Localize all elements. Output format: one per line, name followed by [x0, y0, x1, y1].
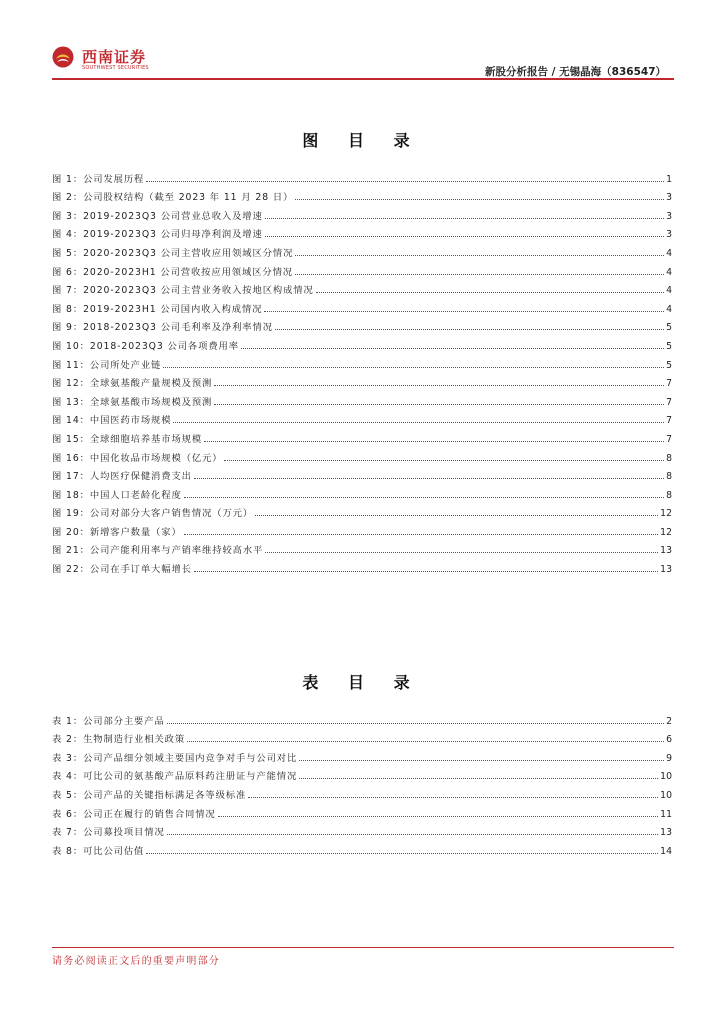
figure-entry-label: 图 13：全球氨基酸市场规模及预测: [52, 396, 213, 408]
figure-entry-page-number: 13: [660, 564, 672, 576]
figure-entry-label: 图 19：公司对部分大客户销售情况（万元）: [52, 508, 254, 520]
dot-leader: [295, 254, 664, 256]
dot-leader: [295, 273, 664, 275]
figure-entry-label: 图 11：公司所处产业链: [52, 359, 162, 371]
table-list-title: 表 目 录: [302, 673, 422, 692]
figure-entry[interactable]: [52, 482, 672, 501]
table-entry[interactable]: [52, 745, 672, 764]
figure-entry[interactable]: [52, 538, 672, 557]
table-entry-page-number: 9: [666, 752, 672, 764]
figure-entry-label: 图 9：2018-2023Q3 公司毛利率及净利率情况: [52, 322, 273, 334]
figure-entry[interactable]: [52, 426, 672, 445]
dot-leader: [146, 180, 664, 182]
dot-leader: [204, 440, 664, 442]
dot-leader: [194, 570, 658, 572]
figure-entry[interactable]: [52, 501, 672, 520]
figure-entry-page-number: 8: [666, 452, 672, 464]
logo-mark-icon: [52, 46, 74, 68]
figure-entry-label: 图 3：2019-2023Q3 公司营业总收入及增速: [52, 210, 263, 222]
dot-leader: [173, 421, 664, 423]
figure-entry-label: 图 4：2019-2023Q3 公司归母净利润及增速: [52, 229, 263, 241]
figure-entry[interactable]: [52, 333, 672, 352]
table-entry-page-number: 11: [660, 808, 672, 820]
figure-entry-label: 图 15：全球细胞培养基市场规模: [52, 433, 203, 445]
page-header: [52, 40, 674, 80]
table-entry-label: 表 5：公司产品的关键指标满足各等级标准: [52, 789, 247, 801]
figure-entry[interactable]: [52, 185, 672, 204]
table-entry[interactable]: [52, 708, 672, 727]
figure-entry-page-number: 12: [660, 508, 672, 520]
table-entry[interactable]: [52, 820, 672, 839]
figure-list: [52, 166, 672, 575]
figure-entry-label: 图 8：2019-2023H1 公司国内收入构成情况: [52, 303, 263, 315]
footer-disclaimer: 请务必阅读正文后的重要声明部分: [52, 956, 220, 967]
footer-divider: [52, 947, 674, 948]
figure-entry[interactable]: [52, 352, 672, 371]
figure-entry-label: 图 16：中国化妆品市场规模（亿元）: [52, 452, 223, 464]
figure-entry-page-number: 4: [666, 285, 672, 297]
dot-leader: [224, 459, 664, 461]
figure-entry-page-number: 7: [666, 415, 672, 427]
table-entry-page-number: 14: [660, 845, 672, 857]
figure-entry[interactable]: [52, 556, 672, 575]
figure-entry-page-number: 8: [666, 471, 672, 483]
figure-entry-label: 图 18：中国人口老龄化程度: [52, 489, 182, 501]
figure-entry[interactable]: [52, 240, 672, 259]
figure-entry-page-number: 7: [666, 396, 672, 408]
figure-entry-page-number: 7: [666, 433, 672, 445]
dot-leader: [299, 777, 658, 779]
figure-entry-page-number: 8: [666, 489, 672, 501]
logo-chinese-name: 西南证券: [82, 48, 147, 66]
figure-entry[interactable]: [52, 408, 672, 427]
table-entry[interactable]: [52, 764, 672, 783]
dot-leader: [299, 759, 664, 761]
figure-entry-label: 图 22：公司在手订单大幅增长: [52, 564, 192, 576]
figure-entry-page-number: 7: [666, 378, 672, 390]
dot-leader: [184, 496, 664, 498]
figure-entry-page-number: 5: [666, 359, 672, 371]
figure-entry[interactable]: [52, 259, 672, 278]
dot-leader: [167, 722, 664, 724]
figure-entry-label: 图 1：公司发展历程: [52, 173, 145, 185]
table-entry[interactable]: [52, 838, 672, 857]
figure-entry[interactable]: [52, 296, 672, 315]
figure-entry-page-number: 3: [666, 210, 672, 222]
dot-leader: [264, 310, 664, 312]
table-entry-page-number: 13: [660, 827, 672, 839]
table-entry-page-number: 2: [666, 715, 672, 727]
figure-entry-page-number: 4: [666, 303, 672, 315]
dot-leader: [163, 366, 664, 368]
table-entry-label: 表 2：生物制造行业相关政策: [52, 734, 186, 746]
table-entry-label: 表 8：可比公司估值: [52, 845, 145, 857]
figure-entry-page-number: 1: [666, 173, 672, 185]
figure-entry[interactable]: [52, 445, 672, 464]
dot-leader: [295, 198, 664, 200]
table-entry[interactable]: [52, 782, 672, 801]
table-entry-label: 表 1：公司部分主要产品: [52, 715, 165, 727]
figure-entry[interactable]: [52, 464, 672, 483]
table-entry-page-number: 10: [660, 771, 672, 783]
dot-leader: [316, 291, 664, 293]
figure-entry-page-number: 3: [666, 229, 672, 241]
figure-entry[interactable]: [52, 389, 672, 408]
figure-entry-label: 图 17：人均医疗保健消费支出: [52, 471, 192, 483]
dot-leader: [265, 217, 664, 219]
figure-entry[interactable]: [52, 203, 672, 222]
figure-entry-label: 图 14：中国医药市场规模: [52, 415, 172, 427]
figure-entry[interactable]: [52, 166, 672, 185]
figure-entry-page-number: 13: [660, 545, 672, 557]
figure-entry-page-number: 4: [666, 266, 672, 278]
figure-entry-page-number: 4: [666, 247, 672, 259]
figure-entry[interactable]: [52, 278, 672, 297]
figure-list-title: 图 目 录: [302, 131, 422, 150]
dot-leader: [265, 235, 664, 237]
figure-entry-page-number: 5: [666, 322, 672, 334]
dot-leader: [265, 551, 658, 553]
dot-leader: [214, 384, 664, 386]
table-entry-label: 表 3：公司产品细分领域主要国内竞争对手与公司对比: [52, 752, 298, 764]
dot-leader: [167, 833, 659, 835]
dot-leader: [275, 328, 664, 330]
figure-entry[interactable]: [52, 222, 672, 241]
table-entry[interactable]: [52, 801, 672, 820]
dot-leader: [255, 514, 658, 516]
figure-entry-label: 图 7：2020-2023Q3 公司主营业务收入按地区构成情况: [52, 285, 314, 297]
table-list: [52, 708, 672, 857]
figure-entry-label: 图 21：公司产能利用率与产销率维持较高水平: [52, 545, 264, 557]
figure-entry[interactable]: [52, 371, 672, 390]
figure-entry-page-number: 5: [666, 340, 672, 352]
figure-entry-label: 图 10：2018-2023Q3 公司各项费用率: [52, 340, 239, 352]
dot-leader: [248, 796, 658, 798]
figure-entry[interactable]: [52, 315, 672, 334]
company-logo: [52, 44, 192, 74]
table-entry-page-number: 6: [666, 734, 672, 746]
table-entry-label: 表 4：可比公司的氨基酸产品原料药注册证与产能情况: [52, 771, 298, 783]
dot-leader: [184, 533, 659, 535]
figure-entry[interactable]: [52, 519, 672, 538]
figure-entry-page-number: 12: [660, 526, 672, 538]
dot-leader: [187, 740, 664, 742]
header-divider: [52, 78, 674, 80]
figure-entry-label: 图 20：新增客户数量（家）: [52, 526, 182, 538]
figure-entry-label: 图 5：2020-2023Q3 公司主营收应用领域区分情况: [52, 247, 294, 259]
figure-entry-page-number: 3: [666, 192, 672, 204]
table-entry-page-number: 10: [660, 789, 672, 801]
table-entry-label: 表 7：公司募投项目情况: [52, 827, 165, 839]
dot-leader: [218, 815, 659, 817]
report-title: 新股分析报告 / 无锡晶海（836547）: [485, 66, 666, 78]
figure-entry-label: 图 2：公司股权结构（截至 2023 年 11 月 28 日）: [52, 192, 294, 204]
table-entry[interactable]: [52, 727, 672, 746]
figure-entry-label: 图 12：全球氨基酸产量规模及预测: [52, 378, 213, 390]
figure-entry-label: 图 6：2020-2023H1 公司营收按应用领域区分情况: [52, 266, 293, 278]
dot-leader: [214, 403, 664, 405]
table-entry-label: 表 6：公司正在履行的销售合同情况: [52, 808, 216, 820]
dot-leader: [194, 477, 664, 479]
dot-leader: [146, 852, 658, 854]
dot-leader: [241, 347, 664, 349]
logo-english-name: SOUTHWEST SECURITIES: [82, 65, 149, 71]
